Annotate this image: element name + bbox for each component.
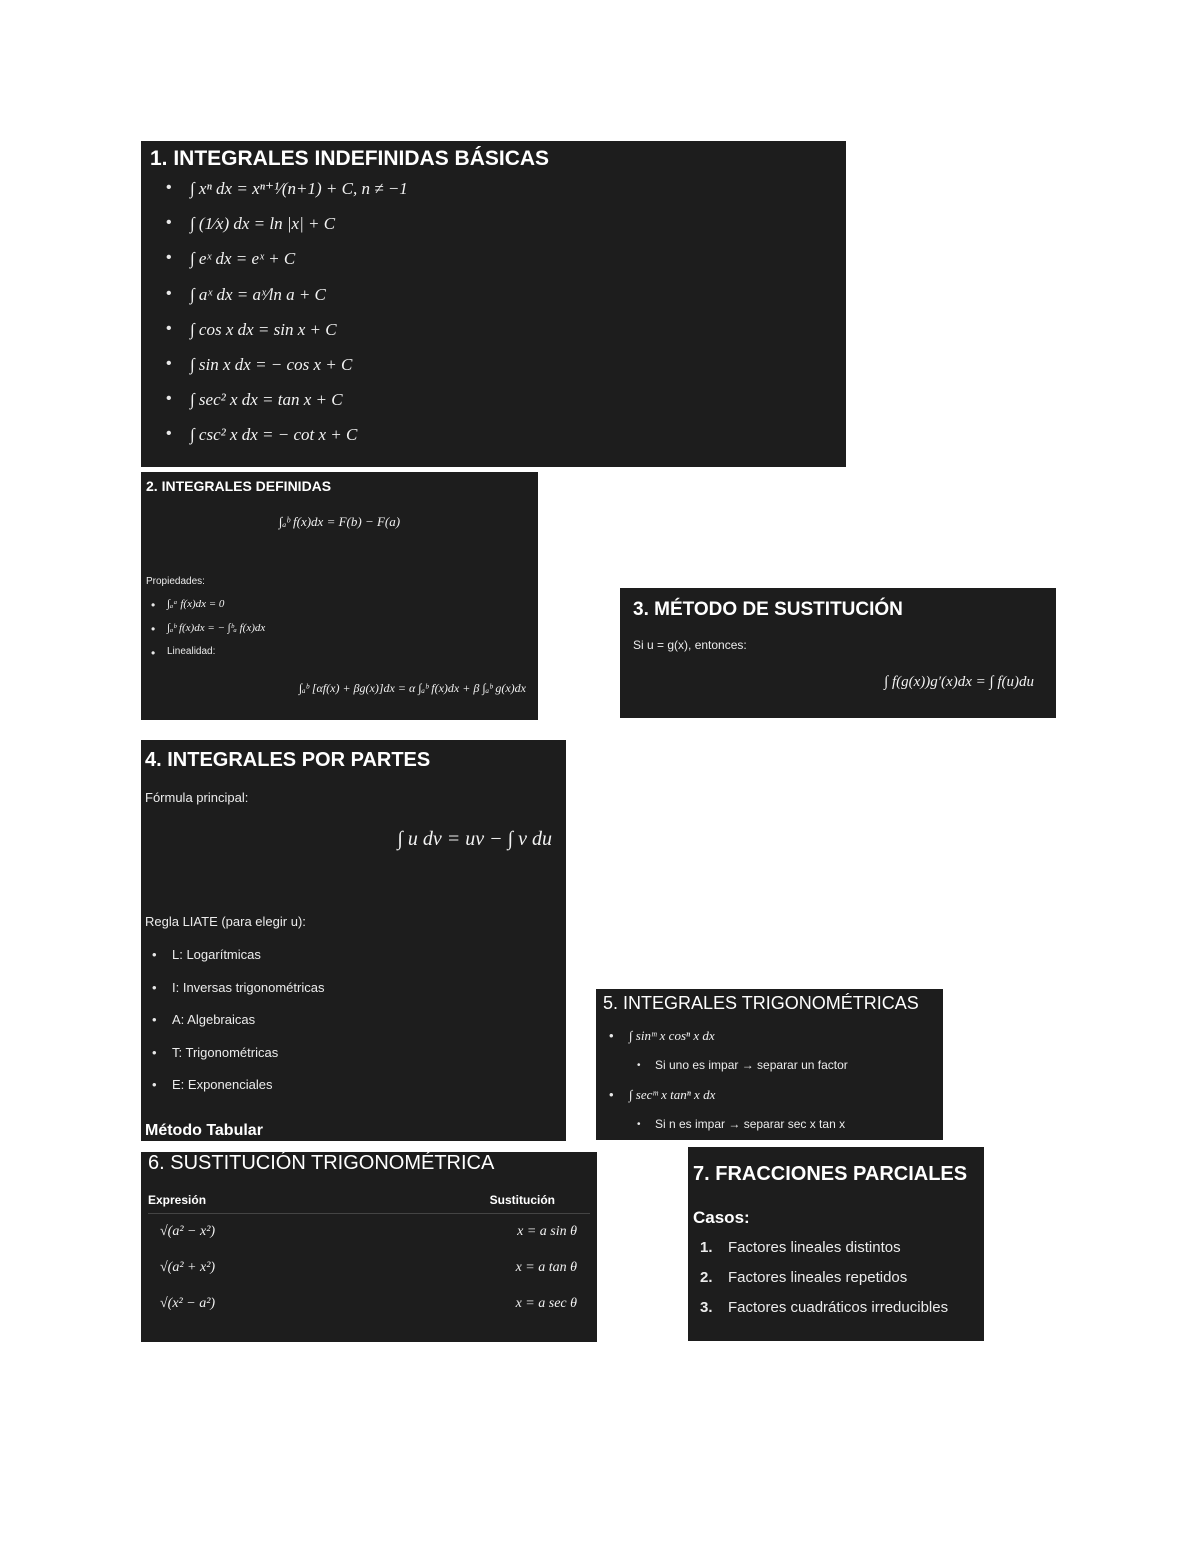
section-title: 1. INTEGRALES INDEFINIDAS BÁSICAS	[150, 147, 550, 170]
properties-list	[167, 598, 265, 670]
panel-integrales-trigonometricas	[596, 989, 943, 1140]
main-formula: ∫ₐᵇ f(x)dx = F(b) − F(a)	[278, 514, 401, 529]
section-title: 5. INTEGRALES TRIGONOMÉTRICAS	[603, 993, 919, 1013]
list-item: • ∫ csc² x dx = − cot x + C	[190, 425, 846, 460]
liate-list	[172, 947, 324, 1110]
list-item: • ∫ₐᵃ f(x)dx = 0	[167, 598, 265, 622]
section-title: 2. INTEGRALES DEFINIDAS	[146, 478, 332, 494]
list-item: • Si n es impar → separar sec x tan x	[655, 1117, 848, 1140]
list-item: • ∫ₐᵇ f(x)dx = − ∫ᵇₐ f(x)dx	[167, 622, 265, 646]
substitution-intro: Si u = g(x), entonces:	[633, 638, 747, 652]
list-item: • ∫ sinᵐ x cosⁿ x dx	[629, 1028, 848, 1058]
formula-label: Fórmula principal:	[145, 790, 249, 805]
list-item: • ∫ cos x dx = sin x + C	[190, 320, 846, 355]
panel-integrales-indefinidas	[141, 141, 846, 467]
list-item: • ∫ sin x dx = − cos x + C	[190, 355, 846, 390]
rule-label: Regla LIATE (para elegir u):	[145, 914, 306, 929]
list-item: • ∫ sec² x dx = tan x + C	[190, 390, 846, 425]
substitution-formula: ∫ f(g(x))g′(x)dx = ∫ f(u)du	[884, 674, 1034, 690]
list-item: • ∫ aˣ dx = aˣ⁄ln a + C	[190, 285, 846, 320]
column-header-expresion: Expresión	[148, 1193, 325, 1214]
cases-label: Casos:	[693, 1208, 750, 1227]
list-item: 3. Factores cuadráticos irreducibles	[700, 1299, 949, 1316]
panel-integrales-definidas	[141, 472, 538, 720]
cases-list	[693, 1239, 984, 1316]
properties-label: Propiedades:	[146, 576, 205, 587]
list-item: • E: Exponenciales	[172, 1077, 324, 1110]
section-title: 3. MÉTODO DE SUSTITUCIÓN	[633, 599, 903, 620]
formula-list	[150, 179, 846, 461]
list-item: • Si uno es impar → separar un factor	[655, 1058, 848, 1087]
panel-metodo-sustitucion	[620, 588, 1056, 718]
list-item: 1. Factores lineales distintos	[700, 1239, 901, 1256]
panel-sustitucion-trigonometrica	[141, 1152, 597, 1342]
list-item: • Linealidad:	[167, 646, 265, 670]
list-item: • T: Trigonométricas	[172, 1045, 324, 1078]
list-item: • ∫ secᵐ x tanⁿ x dx	[629, 1087, 848, 1117]
list-item: • ∫ xⁿ dx = xⁿ⁺¹⁄(n+1) + C, n ≠ −1	[190, 179, 846, 214]
list-item: • I: Inversas trigonométricas	[172, 980, 324, 1013]
list-item: • ∫ (1⁄x) dx = ln |x| + C	[190, 214, 846, 249]
list-item: • ∫ eˣ dx = eˣ + C	[190, 249, 846, 284]
parts-formula: ∫ u dv = uv − ∫ v du	[397, 828, 552, 850]
table-header-row	[148, 1193, 590, 1214]
list-item: • L: Logarítmicas	[172, 947, 324, 980]
linearity-formula: ∫ₐᵇ [αf(x) + βg(x)]dx = α ∫ₐᵇ f(x)dx + β ∫ₐᵇ g(x)dx	[298, 681, 526, 695]
trig-list	[629, 1028, 848, 1140]
table-row: √(x² − a²) x = a sec θ	[160, 1296, 577, 1311]
section-title: 4. INTEGRALES POR PARTES	[145, 749, 431, 771]
table-row: √(a² − x²) x = a sin θ	[160, 1224, 577, 1239]
section-title: 6. SUSTITUCIÓN TRIGONOMÉTRICA	[148, 1152, 495, 1174]
substitution-table	[148, 1193, 590, 1322]
column-header-sustitucion: Sustitución	[325, 1193, 590, 1214]
list-item: • A: Algebraicas	[172, 1012, 324, 1045]
table-row: √(a² + x²) x = a tan θ	[160, 1260, 577, 1275]
tabular-method-heading: Método Tabular	[145, 1122, 263, 1139]
list-item: 2. Factores lineales repetidos	[700, 1269, 908, 1286]
panel-fracciones-parciales	[688, 1147, 984, 1341]
panel-integrales-por-partes	[141, 740, 566, 1141]
section-title: 7. FRACCIONES PARCIALES	[693, 1163, 968, 1185]
